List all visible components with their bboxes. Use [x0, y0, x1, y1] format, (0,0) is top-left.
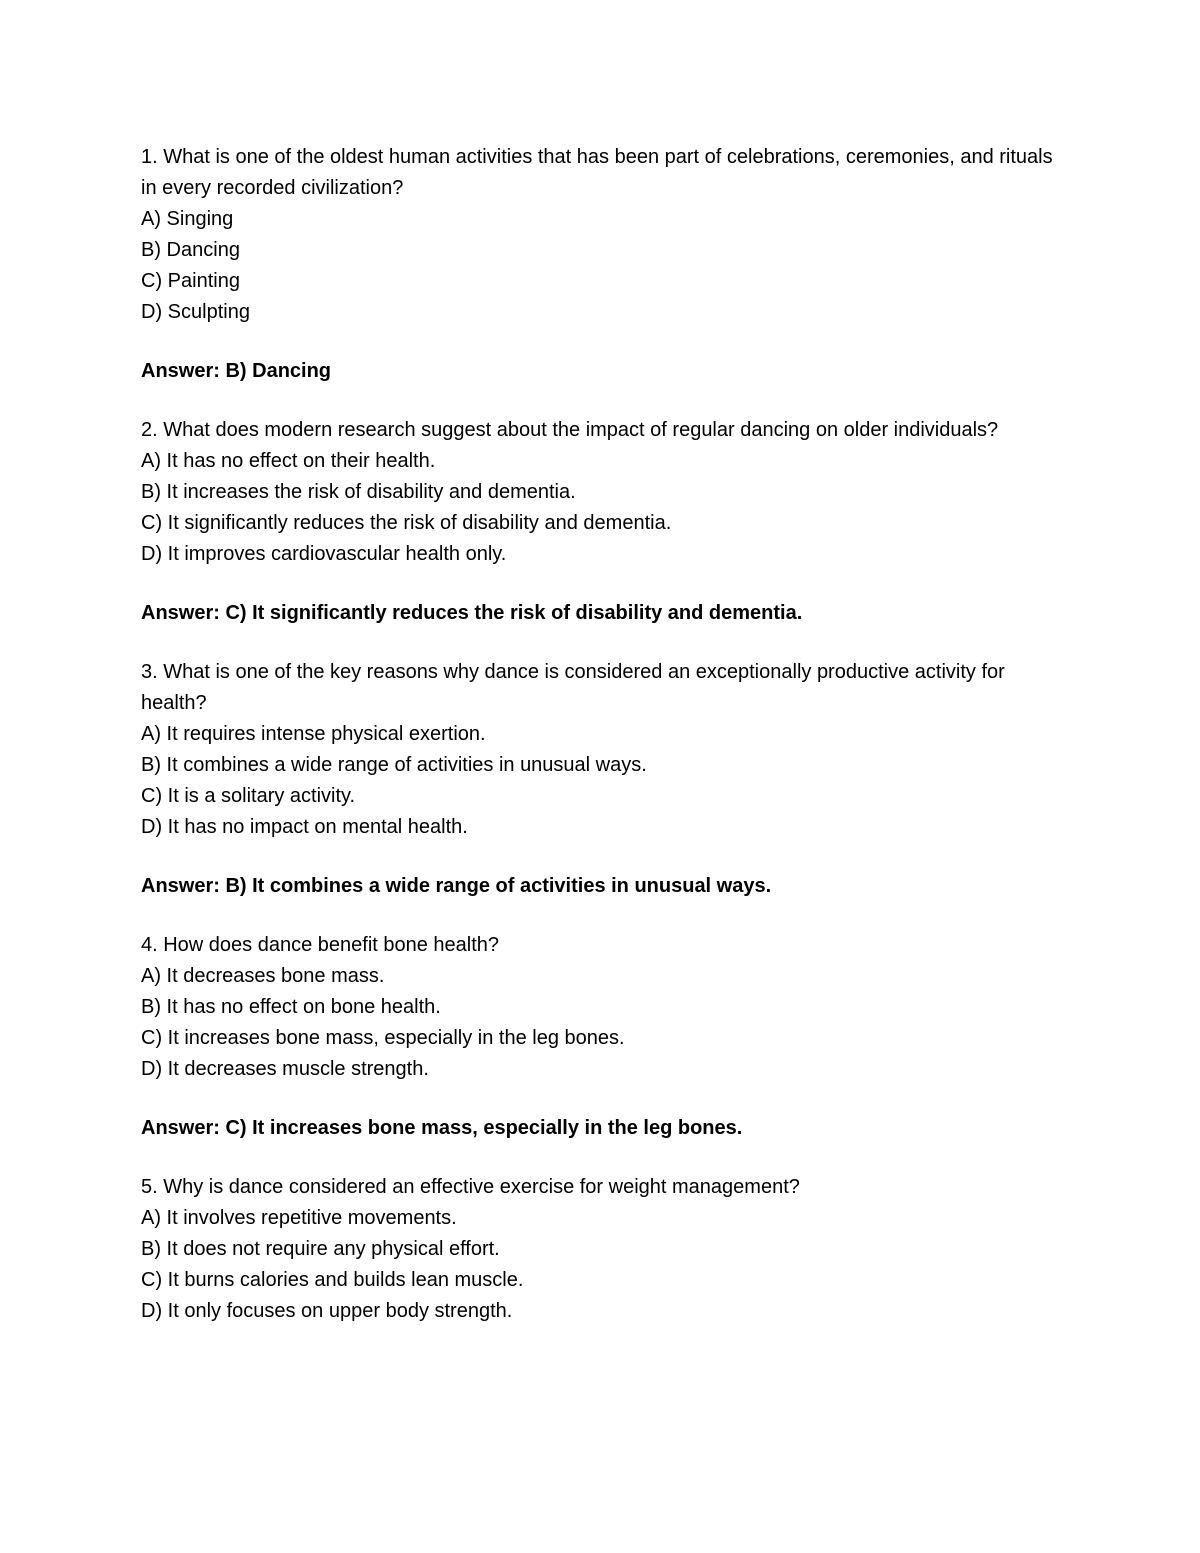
option-a: A) It involves repetitive movements. [141, 1207, 457, 1229]
document-content [141, 142, 1061, 1327]
option-b: B) Dancing [141, 239, 240, 261]
question-block-5 [141, 1172, 1061, 1327]
option-d: D) Sculpting [141, 301, 250, 323]
answer-text: Answer: C) It increases bone mass, especially in the leg bones. [141, 1117, 743, 1139]
option-a: A) It requires intense physical exertion. [141, 723, 486, 745]
question-text: 3. What is one of the key reasons why dance is considered an exceptionally productive activity for health? [141, 661, 1005, 714]
answer-text: Answer: C) It significantly reduces the risk of disability and dementia. [141, 602, 803, 624]
question-text: 4. How does dance benefit bone health? [141, 934, 500, 956]
question-block-1 [141, 142, 1061, 387]
option-b: B) It does not require any physical effort. [141, 1238, 500, 1260]
answer-text: Answer: B) Dancing [141, 360, 332, 382]
option-a: A) It decreases bone mass. [141, 965, 385, 987]
option-b: B) It has no effect on bone health. [141, 996, 441, 1018]
option-c: C) It burns calories and builds lean muscle. [141, 1269, 524, 1291]
question-block-4 [141, 930, 1061, 1144]
option-c: C) It significantly reduces the risk of disability and dementia. [141, 512, 672, 534]
question-block-3 [141, 657, 1061, 902]
option-b: B) It increases the risk of disability and dementia. [141, 481, 576, 503]
option-a: A) Singing [141, 208, 234, 230]
question-block-2 [141, 415, 1061, 629]
question-text: 1. What is one of the oldest human activities that has been part of celebrations, ceremonies, and rituals in every recorded civilization? [141, 146, 1053, 199]
option-d: D) It only focuses on upper body strength. [141, 1300, 513, 1322]
option-a: A) It has no effect on their health. [141, 450, 436, 472]
option-b: B) It combines a wide range of activities in unusual ways. [141, 754, 647, 776]
option-d: D) It decreases muscle strength. [141, 1058, 429, 1080]
option-c: C) It is a solitary activity. [141, 785, 356, 807]
option-c: C) Painting [141, 270, 240, 292]
option-d: D) It has no impact on mental health. [141, 816, 468, 838]
option-c: C) It increases bone mass, especially in the leg bones. [141, 1027, 625, 1049]
question-text: 5. Why is dance considered an effective exercise for weight management? [141, 1176, 800, 1198]
option-d: D) It improves cardiovascular health only. [141, 543, 507, 565]
question-text: 2. What does modern research suggest about the impact of regular dancing on older individuals? [141, 419, 999, 441]
answer-text: Answer: B) It combines a wide range of activities in unusual ways. [141, 875, 772, 897]
